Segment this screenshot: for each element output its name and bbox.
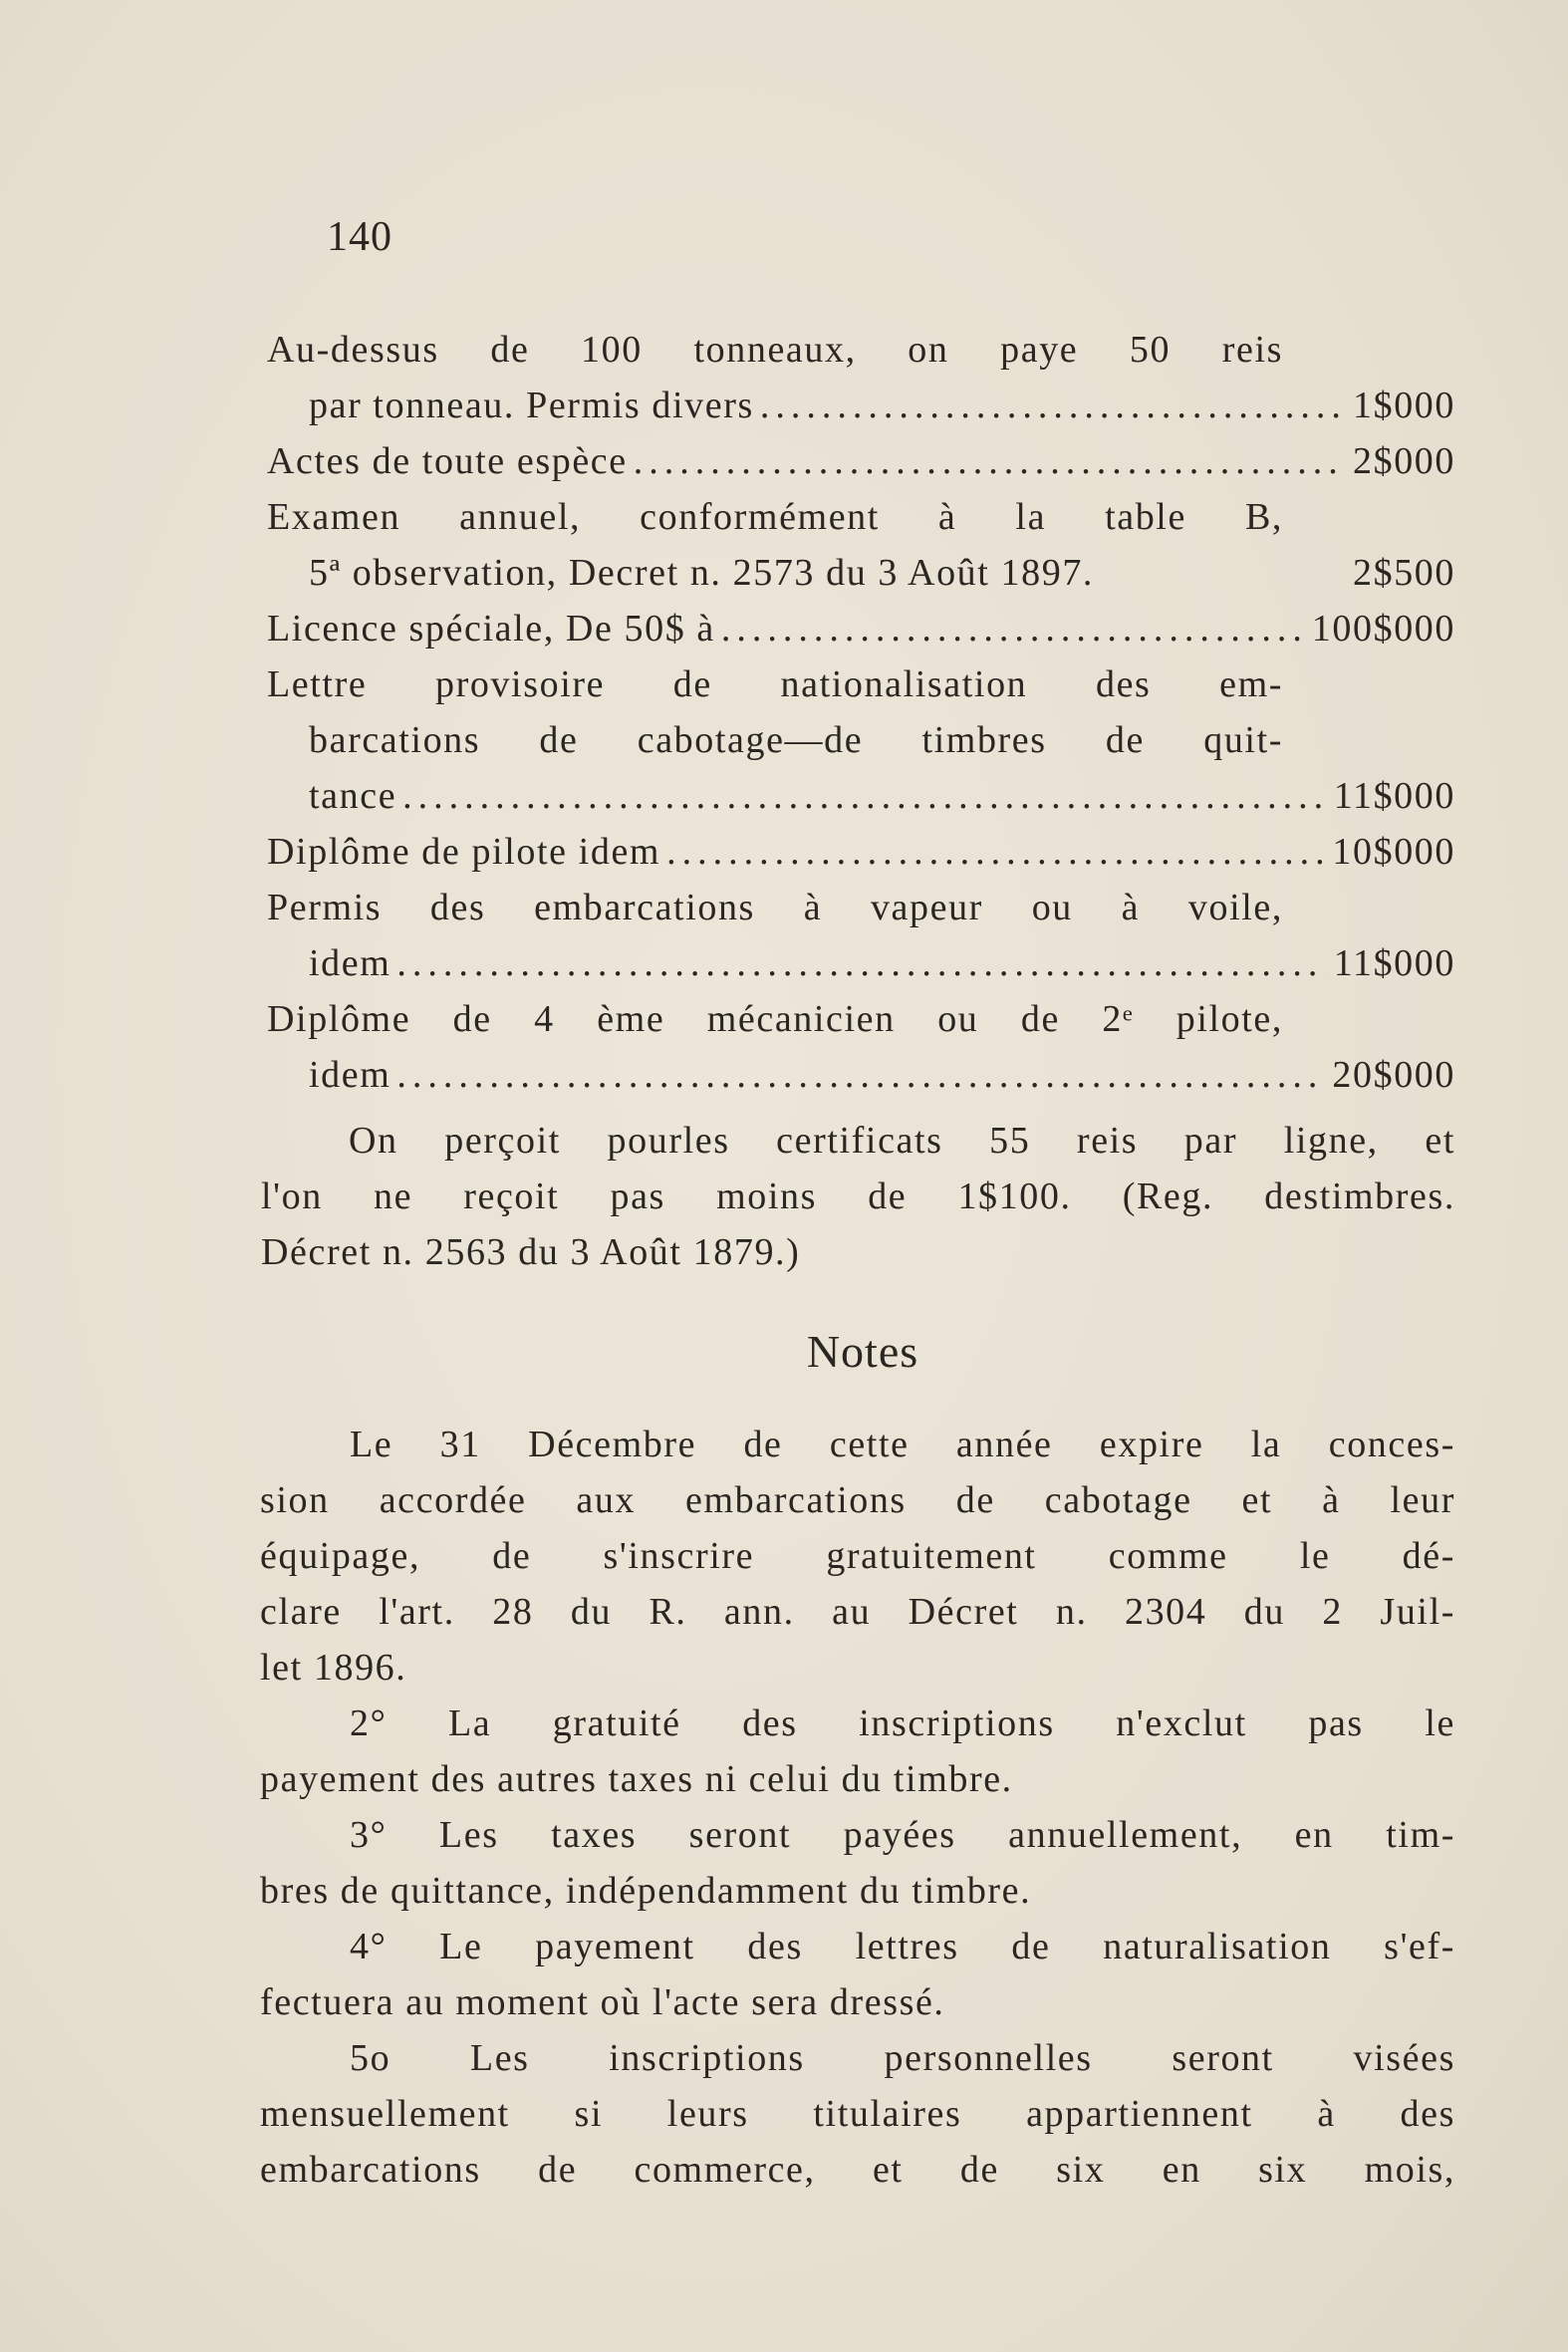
dot-leader [396, 1047, 1324, 1103]
notes-line [260, 1417, 1455, 1472]
notes-line [260, 1528, 1455, 1584]
tariff-list [267, 322, 1455, 1103]
dot-leader [396, 935, 1325, 991]
tariff-line-text: Diplôme de 4 ème mécanicien ou de 2ᵉ pilote, [267, 998, 1283, 1040]
tariff-line [267, 433, 1455, 489]
paragraph-line [261, 1113, 1455, 1169]
tariff-line [267, 656, 1455, 712]
tariff-line-text: tance [309, 775, 397, 817]
tariff-amount: 11$000 [1333, 775, 1455, 817]
tariff-line [267, 545, 1455, 601]
tariff-amount: 11$000 [1333, 942, 1455, 984]
tariff-line [267, 489, 1455, 545]
paragraph-line-text: On perçoit pourles certificats 55 reis par ligne, et [349, 1120, 1455, 1162]
tariff-line-text: Lettre provisoire de nationalisation des em- [267, 663, 1283, 705]
notes-heading: Notes [806, 1326, 919, 1377]
paragraph-line-text: l'on ne reçoit pas moins de 1$100. (Reg. destimbres. [261, 1176, 1455, 1217]
notes-line-text: 2° La gratuité des inscriptions n'exclut pas le [350, 1702, 1455, 1744]
tariff-line-text-column [267, 880, 1283, 935]
tariff-line-text: Au-dessus de 100 tonneaux, on paye 50 reis [267, 329, 1283, 371]
notes-line-text: embarcations de commerce, et de six en six mois, [260, 2149, 1455, 2191]
tariff-line [267, 991, 1455, 1047]
tariff-line-text-column [267, 656, 1283, 712]
tariff-amount: 100$000 [1311, 608, 1455, 650]
tariff-line [267, 1047, 1455, 1103]
dot-leader [760, 378, 1345, 433]
notes-line [260, 1751, 1455, 1807]
tariff-line-text-column [267, 489, 1283, 545]
paragraph-line-text: Décret n. 2563 du 3 Août 1879.) [261, 1231, 801, 1273]
paragraph-line [261, 1169, 1455, 1224]
notes-line [260, 1640, 1455, 1696]
tariff-line-text: idem [309, 942, 392, 984]
notes-line-text: 3° Les taxes seront payées annuellement, en tim- [350, 1814, 1455, 1856]
notes-section [260, 1417, 1455, 2198]
tariff-line-text: Examen annuel, conformément à la table B, [267, 496, 1283, 538]
notes-line [260, 2030, 1455, 2086]
tariff-amount: 20$000 [1332, 1054, 1455, 1096]
notes-line-text: sion accordée aux embarcations de cabotage et à leur [260, 1479, 1455, 1521]
dot-leader [721, 601, 1304, 656]
tariff-line [267, 768, 1455, 824]
notes-line-text: let 1896. [260, 1647, 407, 1689]
tariff-amount: 2$500 [1353, 552, 1455, 594]
tariff-line [267, 378, 1455, 433]
notes-line-text: équipage, de s'inscrire gratuitement comme le dé- [260, 1535, 1455, 1577]
certificates-paragraph [261, 1113, 1455, 1280]
dot-leader [402, 768, 1326, 824]
notes-line [260, 1974, 1455, 2030]
notes-line-text: mensuellement si leurs titulaires appartiennent à des [260, 2093, 1455, 2135]
tariff-amount: 2$000 [1353, 440, 1455, 482]
tariff-line-text: idem [309, 1054, 392, 1096]
tariff-line-text: Licence spéciale, De 50$ à [267, 608, 715, 650]
tariff-amount: 1$000 [1353, 385, 1455, 426]
tariff-line [267, 712, 1455, 768]
dot-leader [666, 824, 1324, 880]
notes-line [260, 1584, 1455, 1640]
paragraph-line [261, 1224, 1455, 1280]
notes-line [260, 2142, 1455, 2198]
tariff-amount: 10$000 [1332, 831, 1455, 873]
page-number: 140 [327, 214, 392, 260]
notes-line-text: 5o Les inscriptions personnelles seront visées [350, 2037, 1455, 2079]
tariff-line-text: 5ª observation, Decret n. 2573 du 3 Août 1897. [309, 552, 1095, 594]
notes-line [260, 1472, 1455, 1528]
tariff-line [267, 601, 1455, 656]
notes-line-text: fectuera au moment où l'acte sera dressé. [260, 1981, 945, 2023]
notes-line-text: bres de quittance, indépendamment du timbre. [260, 1870, 1032, 1912]
tariff-line-text: barcations de cabotage—de timbres de quit- [309, 719, 1283, 761]
notes-line [260, 1919, 1455, 1974]
tariff-line-text: Diplôme de pilote idem [267, 831, 661, 873]
dot-leader [634, 433, 1345, 489]
tariff-line [267, 935, 1455, 991]
notes-line-text: clare l'art. 28 du R. ann. au Décret n. 2304 du 2 Juil- [260, 1591, 1455, 1633]
tariff-line [267, 824, 1455, 880]
tariff-line-text-column [309, 712, 1283, 768]
notes-line-text: payement des autres taxes ni celui du timbre. [260, 1758, 1013, 1800]
notes-line-text: 4° Le payement des lettres de naturalisation s'ef- [350, 1926, 1455, 1967]
tariff-line-text-column [267, 322, 1283, 378]
tariff-line-text: par tonneau. Permis divers [309, 385, 754, 426]
tariff-line-text: Permis des embarcations à vapeur ou à voile, [267, 887, 1283, 928]
tariff-line [267, 880, 1455, 935]
tariff-line [267, 322, 1455, 378]
tariff-line-text: Actes de toute espèce [267, 440, 628, 482]
notes-line-text: Le 31 Décembre de cette année expire la conces- [350, 1424, 1455, 1465]
notes-line [260, 1863, 1455, 1919]
notes-line [260, 1696, 1455, 1751]
notes-line [260, 1807, 1455, 1863]
tariff-line-text-column [267, 991, 1283, 1047]
notes-line [260, 2086, 1455, 2142]
